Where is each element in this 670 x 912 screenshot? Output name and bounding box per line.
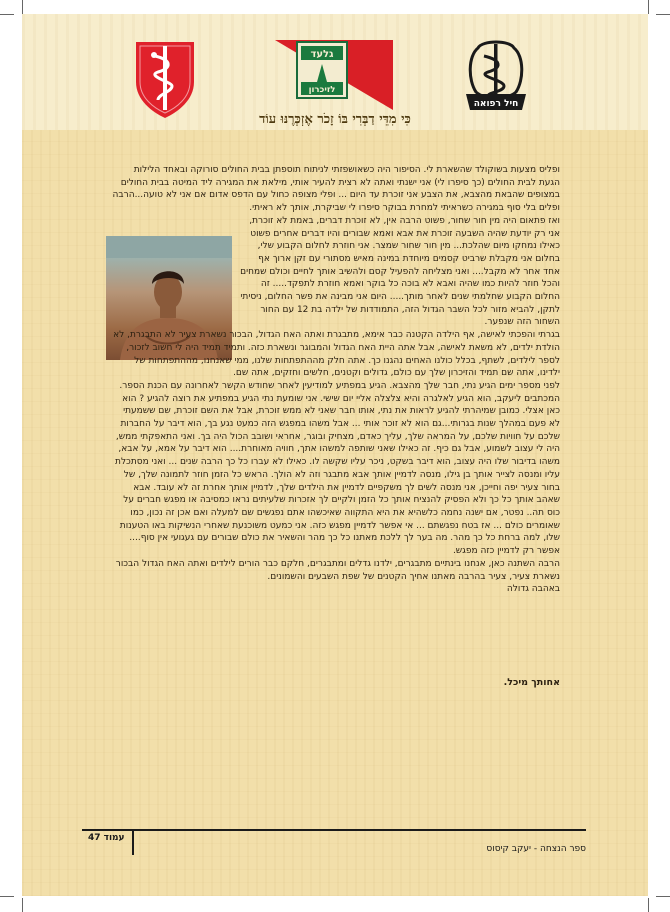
crop-mark [22, 0, 23, 14]
signature: אחותך מיכל. [503, 677, 560, 688]
letter-paragraph: בגרתי והפכתי לאישה, אף הילדה הקטנה כבר אימא, מתבגרת ואתה האח הגדול, הבכור נשארת צעיר לא התבגרת, לא הולדת ילדים, לא משאת לאישה, אבל אתה היית האח הגדול והמבוגר ונשארת כזה. ותמיד תמיד היה לי חשוב לזכור, לספר לילדים, לשתף, בכלל כולנו האחים נהגנו כך. אתה חלק מההתפתחות שלנו, ממי שאנחנו, מההתפתחות של ילדינו, אתה שם תמיד והזיכרון שלך עם כולם, גדולים וקטנים, חלשים וחזקים, אתה שם. [113, 330, 560, 379]
letter-closing: באהבה גדולה [506, 584, 560, 595]
gal-ed-logo-bottom-text: לזיכרון [308, 85, 336, 95]
motto: כִּי מִדֵּי דַבְּרִי בּוֹ זָכֹר אֶזְכְּרֶנּוּ עוֹד [259, 112, 411, 127]
crop-mark [0, 896, 14, 897]
gal-ed-logo [275, 38, 393, 110]
letter-paragraph: ופליס מצעות בשוקולד שהשארת לי. הסיפור היה כשאושפזתי לניתוח תוספתן בבית החולים סורוקה ובאחד הלילות הגעת לבית החולים (כך סיפרו לי) אני ישנתי ואתה לא רצית להעיר אותי, מילאת את המגירה ליד המיטה בבית החולים במצופים שהבאת מהצבא, את הצבע אני זוכרת עד היום ... ופלי מצופה כחול עם הדפס אדום אם אני לא טועה...הרבה ופלים בלי סוף במגירה כשראיתי למחרת בבוקר סיפרו לי שביקרת, אותך לא ראיתי. [112, 165, 560, 214]
crop-mark [648, 898, 649, 912]
crop-mark [648, 0, 649, 14]
medical-corps-badge-text: חיל רפואה [473, 99, 519, 109]
gal-ed-logo-top-text: גלעד [310, 49, 334, 60]
crop-mark [0, 14, 14, 15]
footer-rule [82, 829, 586, 831]
crop-mark [656, 14, 670, 15]
crop-mark [656, 896, 670, 897]
letter-paragraph: לפני מספר ימים הגיע נתי, חבר שלך מהצבא. הגיע במפתיע למודיעין לאחר שחודש הקשר לאחרונה עם הכנת הספר. המכתבים ליעקב, הוא הגיע לאלגרה והיא צלצלה אליי יום שישי. אני שומעת נתי הגיע במפתיע את רוצה להגיע ? הוא כאן אצלי. כמובן שמיהרתי להגיע לראות את נתי, אותו חבר שאני לא ממש זוכרת, אבל את השם זוכרת, שם ששמעתי לא פעם במהלך שנות בגרותי...גם הוא לא זוכר אותי ... אבל משהו במפגש הזה כמעט נגע בך, הוא דיבר על החברות שלכם על חוויות שלכם, על המראה שלך, עליך כאדם, מצחיק ובוגר, אחראי ושובב הכול היה בך. ואני התאפקתי ממש, היה לי עצוב לשמוע, אבל גם כיף. זה כאילו שאני שותפה למשהו אתך, חוויה מאוחרת.... הוא דיבר על אמא, על אבא, משהו בדיבור שלו היה עצוב, הוא דיבר בשקט, ניכר עליו שקשה לו. כאילו לא עברו כל כך הרבה שנים ... ואני מסתכלת עליו ומנסה לצייר אותך בן גילו, מנסה לדמיין אותך אבא מתבגר וזה לא הולך. הראש כל הזמן חוזר לתמונה שלך, של בחור צעיר יפה וחייכן, אני מנסה לשים לך משקפיים לדמיין את הילדים שלך, לדמיין אותך אחרת זה לא עובד. אבא שאהב אותך כל כך ולא הפסיק להנציח אותך כל הזמן ולקיים לך אזכרות שלעיתים נראו כמסיבה או מפגש חברים על כוס תה.. נפטר, אם ישנה נחמה כלשהיא את היא התקווה שאיכשהו אתם נפגשים שם למעלה ואם אכן זה נכון, כמו שאומרים כולם ... אז בטח נפגשתם ... אי אפשר לדמיין מפגש כזה. אני כמעט משוכנעת שאחרי הנשיקות באו הטענות שלו, למה ברחת כל כך מהר. מה בער לך ללכת מאתנו כל כך מהר והשאיר את כולם שבורים עם געגועי אין סוף.... אפשר רק לדמיין כזה מפגש. [115, 380, 560, 557]
medical-corps-badge-icon [458, 36, 534, 116]
footer-divider [132, 829, 134, 855]
letter-body [110, 164, 560, 596]
page-number: עמוד 47 [88, 833, 125, 843]
letter-paragraph: הרבה השתנה כאן, אנחנו בינתיים מתבגרים, ילדנו גדלים ומתבגרים, חלקם כבר הורים לילדים ואתה האח הגדול הבכור נשארת צעיר, צעיר בהרבה מאתנו אחיך הקטנים של שפת השבעים והשמונים. [115, 558, 560, 582]
book-title: ספר הנצחה - יעקב קיסוס [486, 844, 586, 854]
crop-mark [22, 898, 23, 912]
medical-corps-shield-icon [132, 38, 198, 120]
letter-paragraph: ואז פתאום היה מין חור שחור, פשוט הרבה אין, לא זוכרת דברים, באמת לא זוכרת, אני רק יודעת שהיה השבעה זוכרת את אבא ואמא שבורים והיו דברים אחרים פשוט כאילו נמחקו מיום שהלכת... מין חור שחור שמצר. אני חוזרת לחלום הקבוע שלי, בחלום אני מקבלת שרביט קסמים מיוחדת במינה מאיש מסתורי עם זקן ארוך אף אחד אחר לא מקבל.... ואני מצליחה להפעיל קסם ולהשיב אותך לחיים וכולם שמחים והכל חוזר להיות כמו שהיה ואבא לא בוכה כל בוקר ואמא חוזרת לתפקד..... זה החלום הקבוע שחלמתי שנים לאחר מותך..... היום אני מבינה את פשר החלום, ניסיתי לתקן, להביא מזור לכל השבר הגדול הזה, התמודדות של ילדה בת 12 עם החור השחור הזה שנפער. [240, 215, 560, 328]
